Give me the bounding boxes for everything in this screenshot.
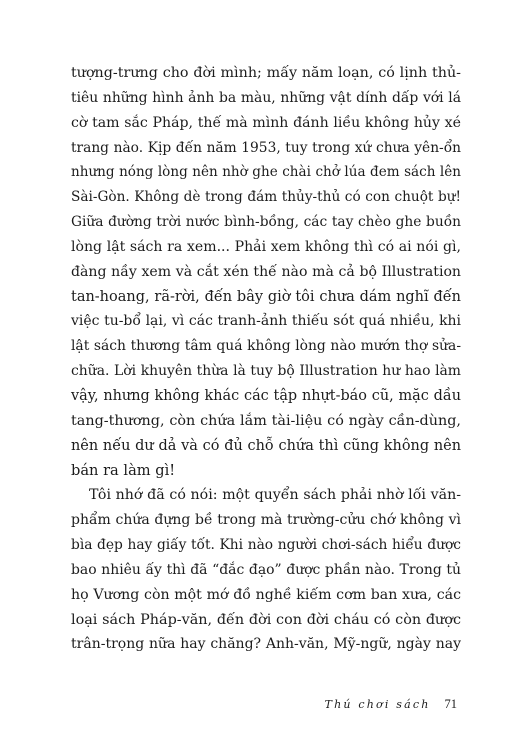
text-line: nhưng nóng lòng nên nhờ ghe chài chở lúa đem sách lên	[71, 164, 461, 181]
text-line: lòng lật sách ra xem... Phải xem không thì có ai nói gì,	[71, 238, 461, 255]
text-line: phẩm chứa đựng bề trong mà trường-cửu chớ không vì	[71, 512, 461, 529]
page-number: 71	[444, 697, 457, 711]
page-footer	[325, 697, 457, 712]
text-line: họ Vương còn một mớ đồ nghề kiếm cơm ban xưa, các	[71, 586, 461, 603]
running-title: Thú chơi sách	[324, 698, 431, 711]
body-text	[71, 61, 461, 657]
text-line: cờ tam sắc Pháp, thế mà mình đánh liều không hủy xé	[71, 114, 461, 131]
text-line: chữa. Lời khuyên thừa là tuy bộ Illustration hư hao làm	[71, 363, 461, 380]
text-line: tượng-trưng cho đời mình; mấy năm loạn, có lịnh thủ-	[71, 65, 461, 81]
text-line: tiêu những hình ảnh ba màu, những vật dính dấp với lá	[71, 89, 461, 106]
text-line: đàng nầy xem và cắt xén thế nào mà cả bộ Illustration	[71, 263, 461, 280]
text-line: bao nhiêu ấy thì đã “đắc đạo” được phần nào. Trong tủ	[71, 561, 461, 578]
text-line: loại sách Pháp-văn, đến đời con đời cháu có còn được	[71, 611, 461, 628]
text-line: tang-thương, còn chứa lắm tài-liệu có ngày cần-dùng,	[71, 412, 461, 429]
text-line: Sài-Gòn. Không dè trong đám thủy-thủ có con chuột bự!	[71, 189, 461, 206]
text-line: tan-hoang, rã-rời, đến bây giờ tôi chưa dám nghĩ đến	[71, 288, 461, 305]
text-line: trân-trọng nữa hay chăng? Anh-văn, Mỹ-ngữ, ngày nay	[71, 636, 461, 653]
text-line: việc tu-bổ lại, vì các tranh-ảnh thiếu sót quá nhiều, khi	[71, 313, 461, 330]
text-line: vậy, nhưng không khác các tập nhựt-báo cũ, mặc dầu	[71, 387, 461, 404]
paragraph-end-line: bán ra làm gì!	[71, 461, 176, 479]
text-line: bìa đẹp hay giấy tốt. Khi nào người chơi-sách hiểu được	[71, 537, 461, 554]
text-line: lật sách thương tâm quá không lòng nào mướn thợ sửa-	[71, 338, 461, 355]
paragraph-first-line: Tôi nhớ đã có nói: một quyển sách phải nhờ lối văn-	[89, 487, 461, 504]
text-line: nên nếu dư dả và có đủ chỗ chứa thì cũng không nên	[71, 437, 461, 454]
text-line: trang nào. Kịp đến năm 1953, tuy trong xứ chưa yên-ổn	[71, 139, 461, 156]
text-line: Giữa đường trời nước bình-bồng, các tay chèo ghe buồn	[71, 214, 461, 231]
